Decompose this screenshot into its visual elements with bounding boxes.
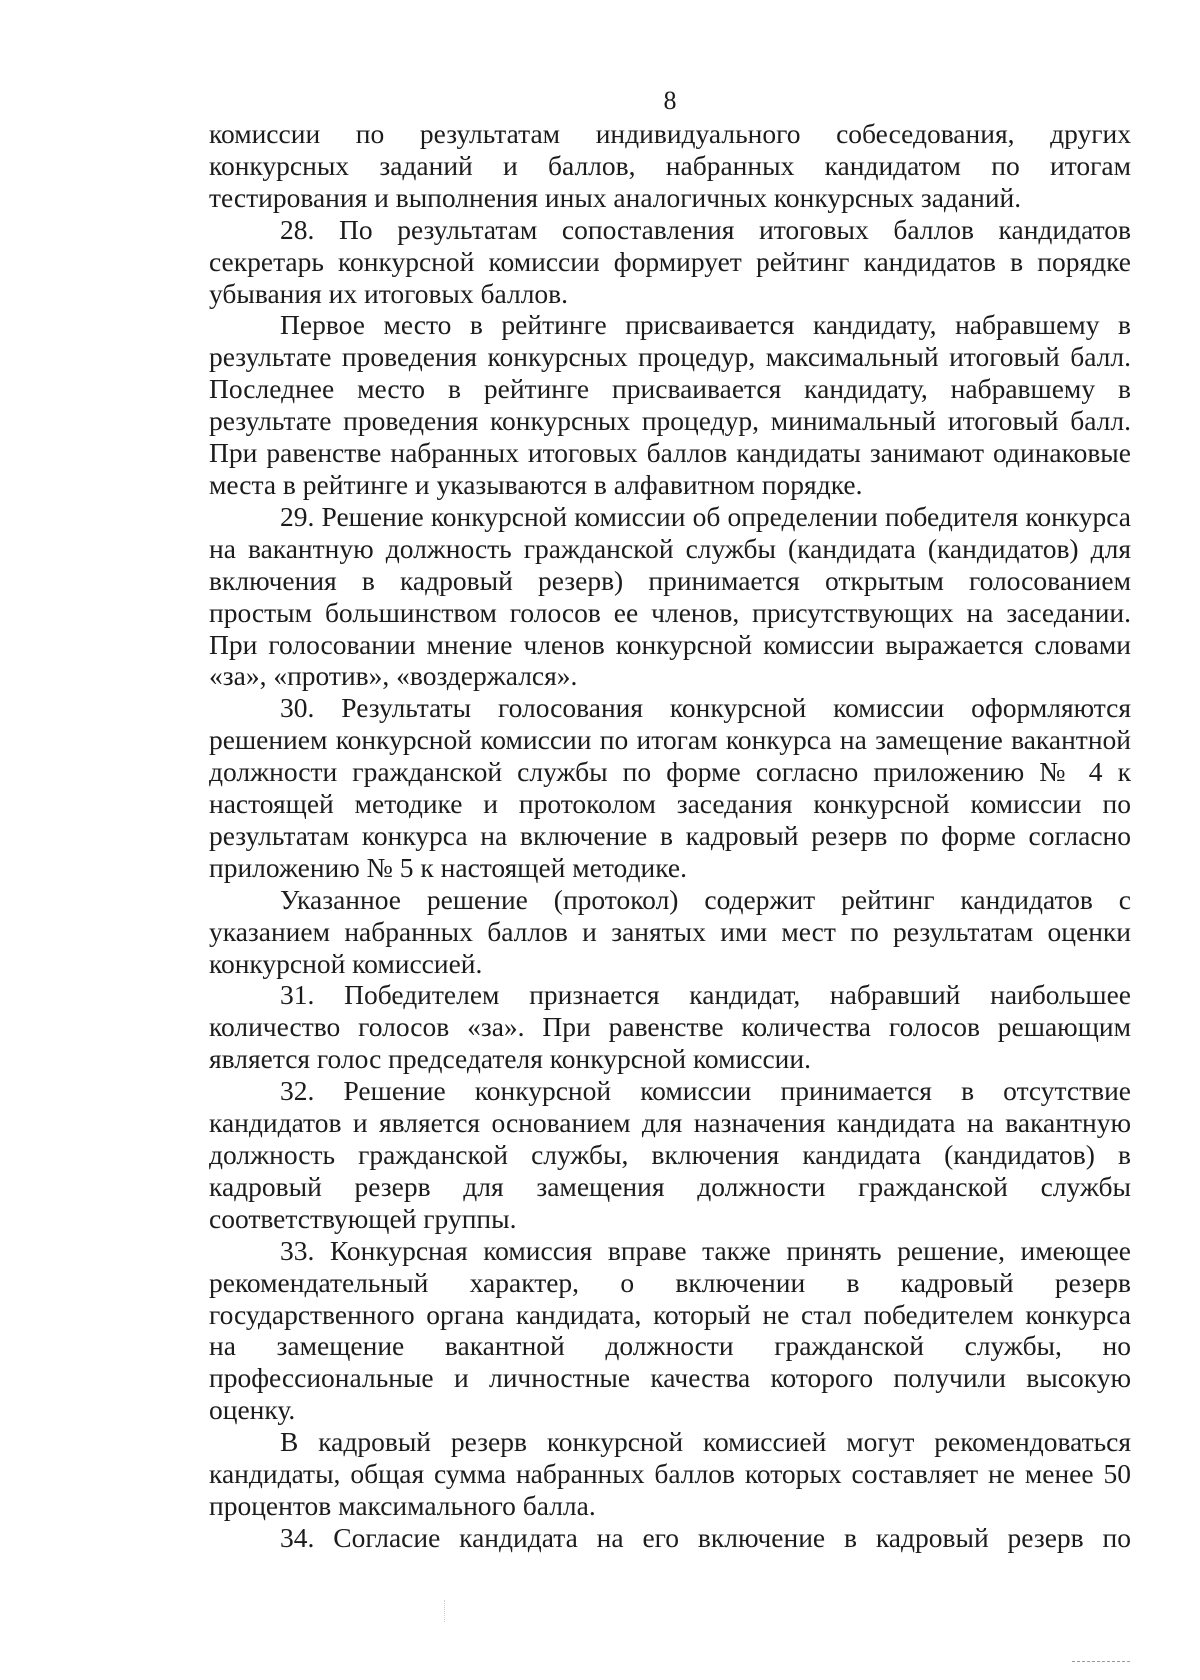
paragraph-clause-29: 29. Решение конкурсной комиссии об определении победителя конкурса на вакантную должность гражданской службы (кандидата (кандидатов) для включения в кадровый резерв) принимается открытым голосованием простым большинством голосов ее членов, присутствующих на заседании. При голосовании мнение членов конкурсной комиссии выражается словами «за», «против», «воздержался». (209, 500, 1131, 692)
paragraph-decision-content: Указанное решение (протокол) содержит рейтинг кандидатов с указанием набранных баллов и занятых ими мест по результатам оценки конкурсной комиссией. (209, 883, 1131, 979)
paragraph-clause-34: 34. Согласие кандидата на его включение в кадровый резерв по (280, 1521, 1131, 1553)
paragraph-rating-rules: Первое место в рейтинге присваивается кандидату, набравшему в результате проведения конкурсных процедур, максимальный итоговый балл. Последнее место в рейтинге присваивается кандидату, набравшему в результате проведения конкурсных процедур, минимальный итоговый балл. При равенстве набранных итоговых баллов кандидаты занимают одинаковые места в рейтинге и указываются в алфавитном порядке. (209, 309, 1131, 500)
paragraph-clause-31: 31. Победителем признается кандидат, набравший наибольшее количество голосов «за». При равенстве количества голосов решающим является голос председателя конкурсной комиссии. (209, 979, 1131, 1075)
document-body (209, 118, 1131, 1554)
paragraph-continuation: комиссии по результатам индивидуального собеседования, других конкурсных заданий и баллов, набранных кандидатом по итогам тестирования и выполнения иных аналогичных конкурсных заданий. (209, 118, 1131, 213)
page-number: 8 (663, 86, 677, 115)
scan-corner-mark (1072, 1661, 1130, 1662)
paragraph-clause-32: 32. Решение конкурсной комиссии принимается в отсутствие кандидатов и является основанием для назначения кандидата на вакантную должность гражданской службы, включения кандидата (кандидатов) в кадровый резерв для замещения должности гражданской службы соответствующей группы. (209, 1075, 1131, 1234)
scan-artifact (444, 1600, 446, 1622)
paragraph-clause-33: 33. Конкурсная комиссия вправе также принять решение, имеющее рекомендательный характер, о включении в кадровый резерв государственного органа кандидата, который не стал победителем конкурса на замещение вакантной должности гражданской службы, но профессиональные и личностные качества которого получили высокую оценку. (209, 1234, 1131, 1426)
paragraph-clause-28: 28. По результатам сопоставления итоговых баллов кандидатов секретарь конкурсной комиссии формирует рейтинг кандидатов в порядке убывания их итоговых баллов. (209, 213, 1131, 309)
paragraph-reserve-threshold: В кадровый резерв конкурсной комиссией могут рекомендоваться кандидаты, общая сумма набранных баллов которых составляет не менее 50 процентов максимального балла. (209, 1426, 1131, 1521)
paragraph-clause-30: 30. Результаты голосования конкурсной комиссии оформляются решением конкурсной комиссии по итогам конкурса на замещение вакантной должности гражданской службы по форме согласно приложению № 4 к настоящей методике и протоколом заседания конкурсной комиссии по результатам конкурса на включение в кадровый резерв по форме согласно приложению № 5 к настоящей методике. (209, 692, 1131, 883)
